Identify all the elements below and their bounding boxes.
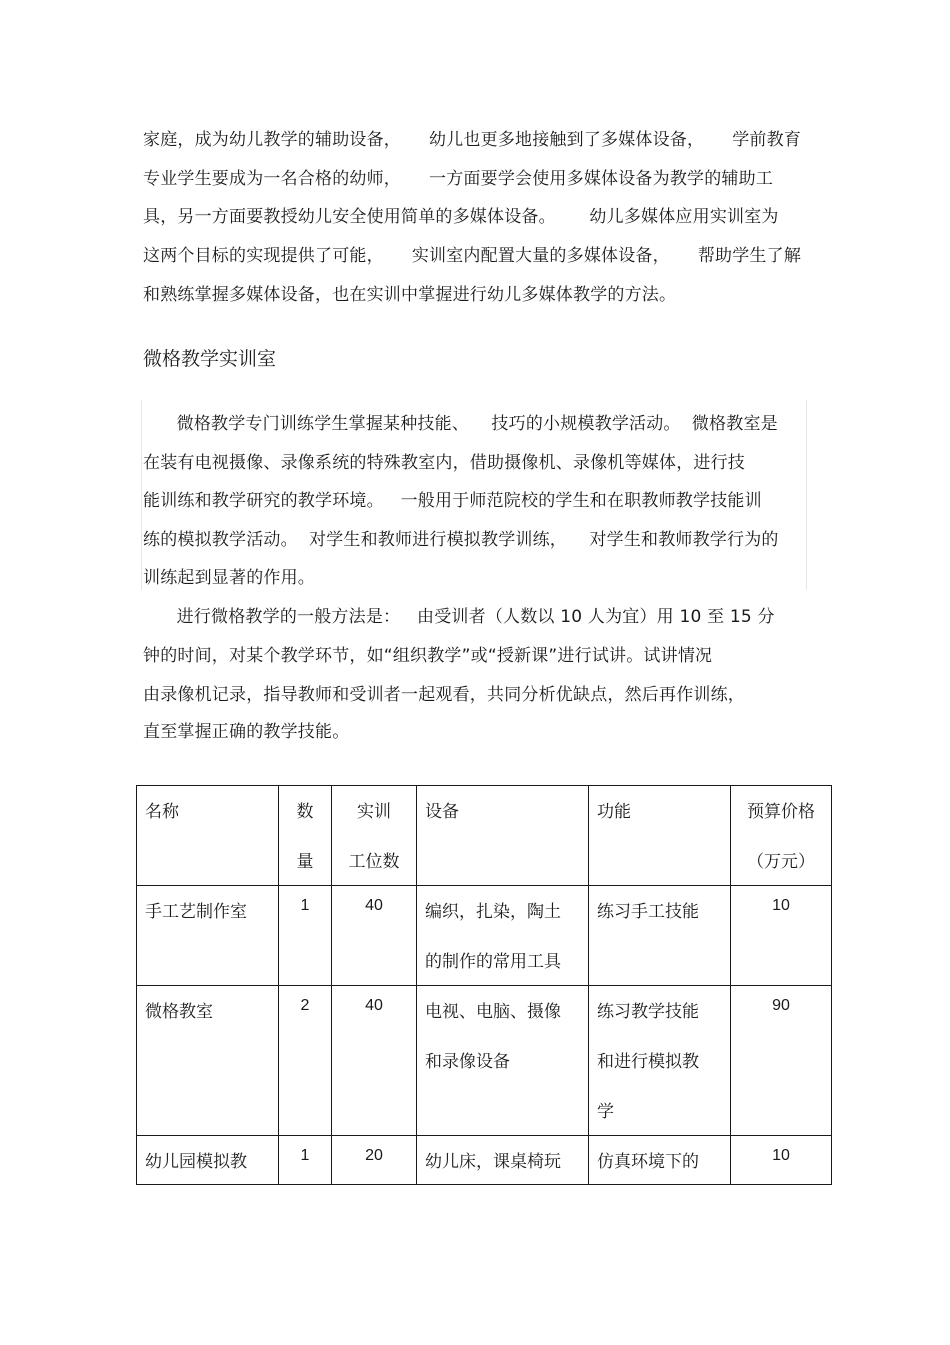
header-stations: 实训: [357, 802, 391, 822]
equipment-table: [136, 785, 832, 1185]
header-equipment: 设备: [425, 802, 459, 822]
intro-line: 家庭，成为幼儿教学的辅助设备， 幼儿也更多地接触到了多媒体设备， 学前教育: [143, 130, 802, 150]
row-equipment: 和录像设备: [425, 1052, 510, 1072]
row-name: 微格教室: [145, 1002, 213, 1022]
table-row: [137, 886, 832, 986]
intro-line: 和熟练掌握多媒体设备，也在实训中掌握进行幼儿多媒体教学的方法。: [143, 285, 677, 305]
row-name: 幼儿园模拟教: [145, 1152, 247, 1172]
row-function: 和进行模拟教: [597, 1052, 699, 1072]
row-qty: 2: [300, 997, 310, 1014]
header-stations: 工位数: [348, 852, 400, 872]
header-qty: 量: [296, 852, 314, 872]
para1-line: 微格教学专门训练学生掌握某种技能、 技巧的小规模教学活动。 微格教室是: [143, 414, 778, 434]
header-name: 名称: [145, 802, 179, 822]
paragraph-box-border-left: [141, 400, 142, 590]
row-function: 学: [597, 1102, 614, 1122]
intro-line: 这两个目标的实现提供了可能， 实训室内配置大量的多媒体设备， 帮助学生了解: [143, 246, 802, 266]
intro-line: 专业学生要成为一名合格的幼师， 一方面要学会使用多媒体设备为教学的辅助工: [143, 169, 774, 189]
row-stations: 40: [365, 897, 383, 914]
para2-line: 进行微格教学的一般方法是： 由受训者（人数以 10 人为宜）用 10 至 15 分: [143, 607, 775, 627]
section-heading: 微格教学实训室: [143, 348, 277, 370]
row-equipment: 幼儿床，课桌椅玩: [425, 1152, 561, 1172]
row-equipment: 编织，扎染，陶土: [425, 902, 561, 922]
row-budget: 10: [772, 1147, 790, 1164]
row-qty: 1: [300, 1147, 310, 1164]
para1-line: 在装有电视摄像、录像系统的特殊教室内，借助摄像机、录像机等媒体，进行技: [143, 453, 745, 473]
intro-line: 具，另一方面要教授幼儿安全使用简单的多媒体设备。 幼儿多媒体应用实训室为: [143, 207, 779, 227]
row-equipment: 的制作的常用工具: [425, 952, 561, 972]
table-row: [137, 986, 832, 1136]
table-row: [137, 1136, 832, 1185]
row-stations: 40: [365, 997, 383, 1014]
para1-line: 训练起到显著的作用。: [143, 568, 315, 588]
row-qty: 1: [300, 897, 310, 914]
para1-line: 能训练和教学研究的教学环境。 一般用于师范院校的学生和在职教师教学技能训: [143, 491, 762, 511]
para1-line: 练的模拟教学活动。 对学生和教师进行模拟教学训练， 对学生和教师教学行为的: [143, 530, 779, 550]
row-function: 仿真环境下的: [597, 1152, 699, 1172]
para2-line: 直至掌握正确的教学技能。: [143, 722, 350, 742]
para2-line: 由录像机记录，指导教师和受训者一起观看，共同分析优缺点，然后再作训练，: [143, 685, 745, 705]
row-name: 手工艺制作室: [145, 902, 247, 922]
row-function: 练习教学技能: [597, 1002, 699, 1022]
header-budget: （万元）: [747, 852, 815, 872]
row-function: 练习手工技能: [597, 902, 699, 922]
table-header-row: [137, 786, 832, 886]
row-stations: 20: [365, 1147, 383, 1164]
para2-line: 钟的时间，对某个教学环节，如“组织教学”或“授新课”进行试讲。试讲情况: [143, 646, 713, 666]
row-budget: 90: [772, 997, 790, 1014]
row-equipment: 电视、电脑、摄像: [425, 1002, 561, 1022]
row-budget: 10: [772, 897, 790, 914]
header-budget: 预算价格: [747, 802, 815, 822]
header-qty: 数: [296, 802, 314, 822]
header-function: 功能: [597, 802, 631, 822]
paragraph-box-border-right: [806, 400, 807, 590]
